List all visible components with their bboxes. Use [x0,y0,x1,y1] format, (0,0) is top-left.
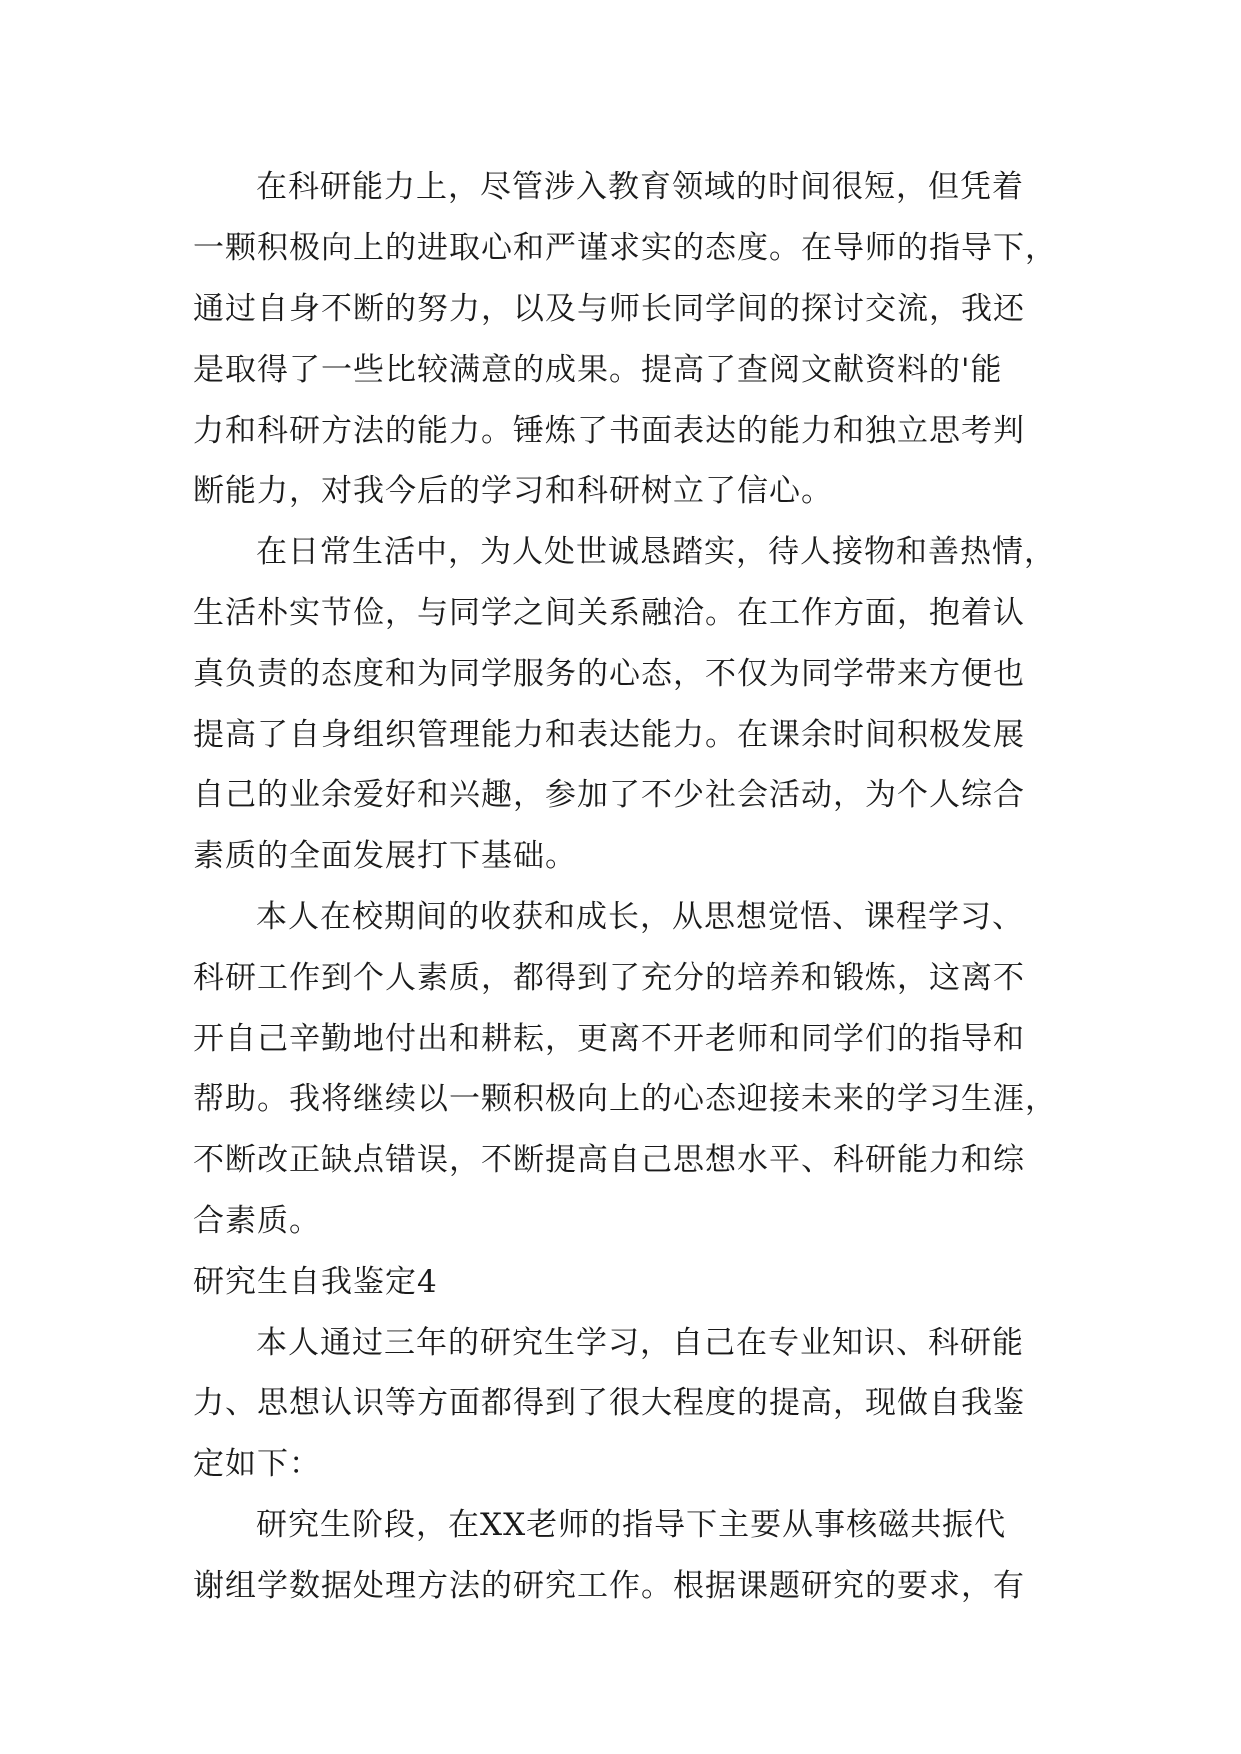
paragraph-line: 是取得了一些比较满意的成果。提高了查阅文献资料的'能 [193,352,1003,388]
paragraph-line: 科研工作到个人素质，都得到了充分的培养和锻炼，这离不 [193,960,1025,996]
paragraph-line: 素质的全面发展打下基础。 [193,838,577,874]
paragraph-line: 合素质。 [193,1203,321,1239]
paragraph-line: 生活朴实节俭，与同学之间关系融洽。在工作方面，抱着认 [193,595,1025,631]
paragraph-line: 谢组学数据处理方法的研究工作。根据课题研究的要求，有 [193,1568,1025,1604]
paragraph-line: 本人在校期间的收获和成长，从思想觉悟、课程学习、 [256,899,1024,935]
paragraph-line: 本人通过三年的研究生学习，自己在专业知识、科研能 [256,1325,1024,1361]
paragraph-line: 真负责的态度和为同学服务的心态，不仅为同学带来方便也 [193,656,1025,692]
paragraph-line: 一颗积极向上的进取心和严谨求实的态度。在导师的指导下， [193,230,1057,266]
paragraph-line: 提高了自身组织管理能力和表达能力。在课余时间积极发展 [193,717,1025,753]
paragraph-line: 力、思想认识等方面都得到了很大程度的提高，现做自我鉴 [193,1385,1025,1421]
paragraph-line: 定如下： [193,1446,321,1482]
paragraph-line: 帮助。我将继续以一颗积极向上的心态迎接未来的学习生涯， [193,1081,1057,1117]
paragraph-line: 在科研能力上，尽管涉入教育领域的时间很短，但凭着 [256,169,1024,205]
paragraph-line: 通过自身不断的努力，以及与师长同学间的探讨交流，我还 [193,291,1025,327]
section-heading: 研究生自我鉴定4 [193,1264,438,1300]
paragraph-line: 开自己辛勤地付出和耕耘，更离不开老师和同学们的指导和 [193,1021,1025,1057]
paragraph-line: 在日常生活中，为人处世诚恳踏实，待人接物和善热情， [256,534,1056,570]
paragraph-line: 断能力，对我今后的学习和科研树立了信心。 [193,473,833,509]
paragraph-line: 力和科研方法的能力。锤炼了书面表达的能力和独立思考判 [193,413,1025,449]
paragraph-line: 自己的业余爱好和兴趣，参加了不少社会活动，为个人综合 [193,777,1025,813]
paragraph-line: 不断改正缺点错误，不断提高自己思想水平、科研能力和综 [193,1142,1025,1178]
paragraph-line: 研究生阶段，在XX老师的指导下主要从事核磁共振代 [256,1507,1007,1543]
